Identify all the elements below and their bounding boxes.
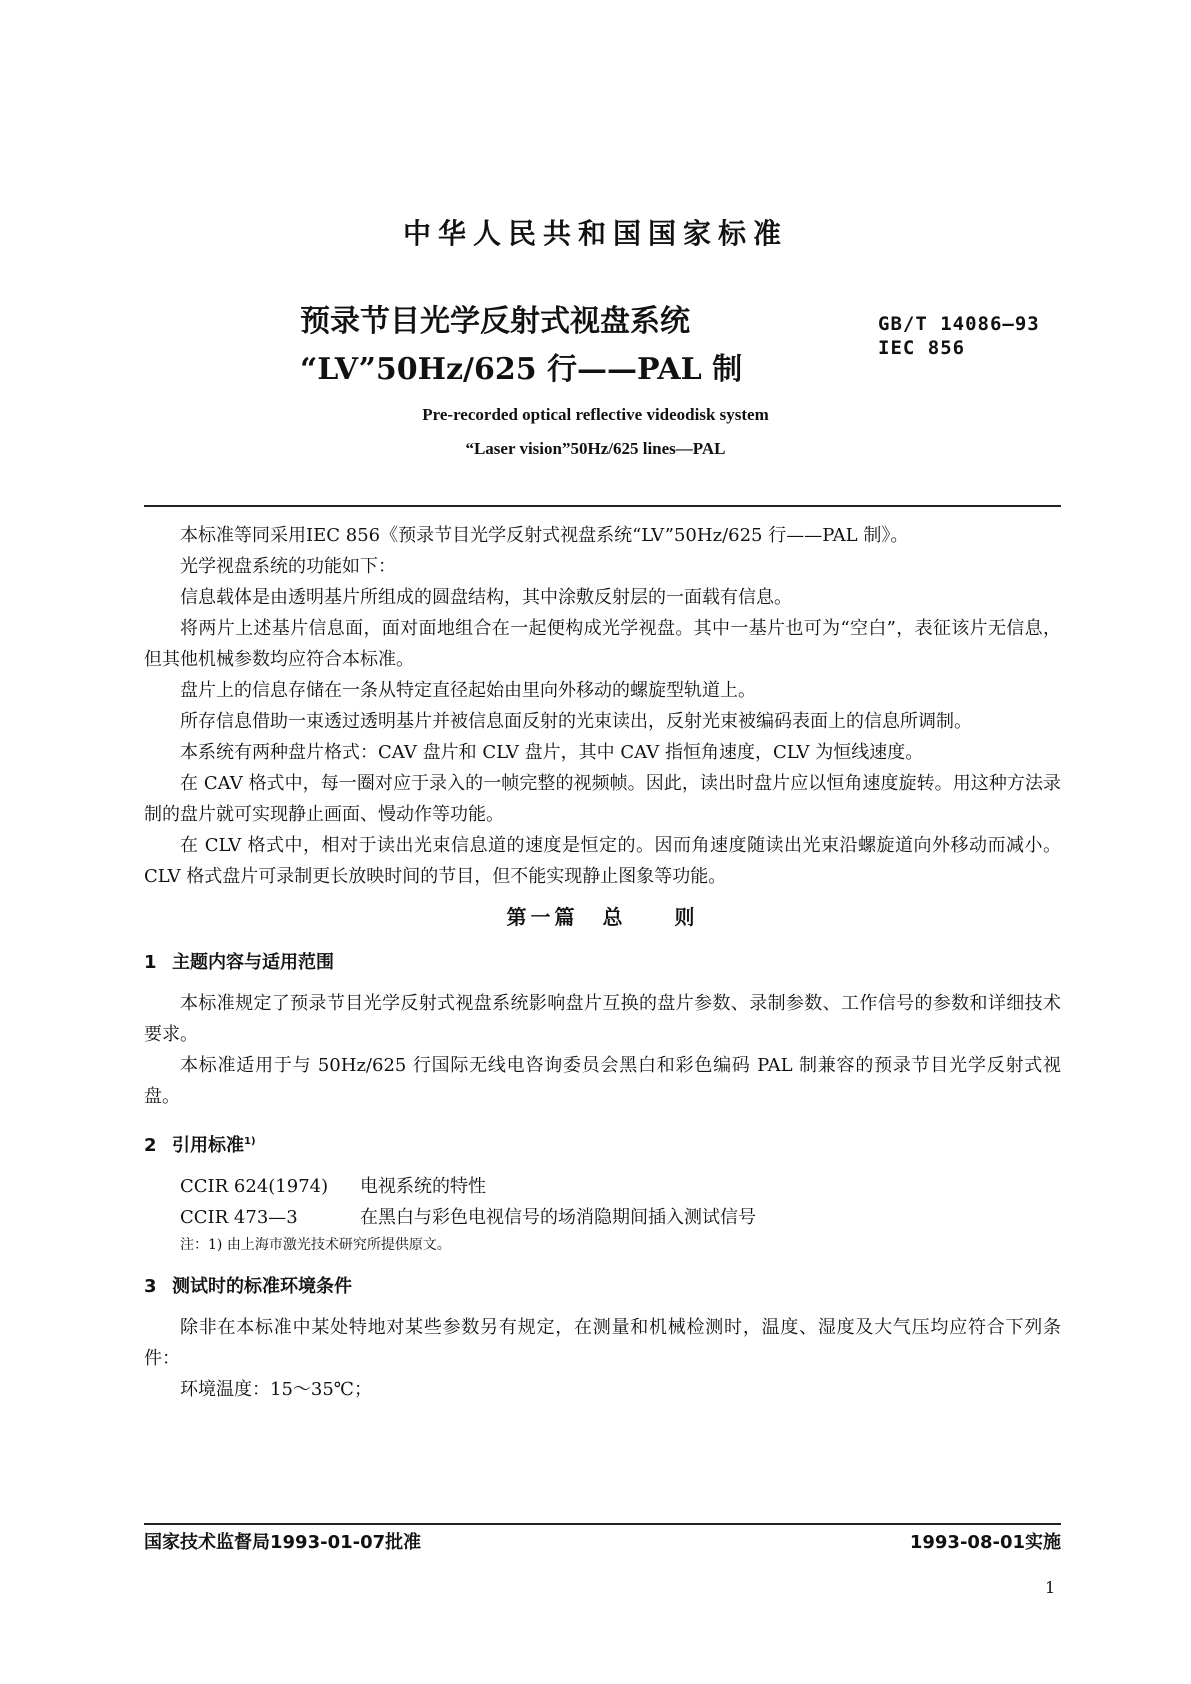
page-number: 1	[1045, 1578, 1056, 1597]
body-text	[144, 520, 1061, 1405]
iec-code: IEC 856	[878, 337, 966, 359]
english-title-line-2: “Laser vision”50Hz/625 lines—PAL	[465, 439, 726, 458]
reference-code: CCIR 473—3	[180, 1207, 298, 1228]
section-heading-3	[144, 1271, 1061, 1302]
section-number: 3	[144, 1276, 157, 1297]
section-1-paragraph: 本标准规定了预录节目光学反射式视盘系统影响盘片互换的盘片参数、录制参数、工作信号的参数和详细技术要求。	[144, 993, 1061, 1045]
section-title: 引用标准	[172, 1135, 244, 1156]
chinese-title-line-2: “LV”50Hz/625 行——PAL 制	[300, 352, 743, 387]
top-divider	[144, 505, 1061, 507]
intro-paragraph: 盘片上的信息存储在一条从特定直径起始由里向外移动的螺旋型轨道上。	[180, 680, 756, 701]
intro-paragraph: 光学视盘系统的功能如下：	[180, 556, 396, 577]
gb-code: GB/T 14086—93	[878, 313, 1040, 335]
intro-paragraph: 本系统有两种盘片格式：CAV 盘片和 CLV 盘片，其中 CAV 指恒角速度，CLV 为恒线速度。	[180, 742, 924, 763]
reference-title: 在黑白与彩色电视信号的场消隐期间插入测试信号	[360, 1207, 756, 1228]
section-title: 主题内容与适用范围	[172, 952, 334, 973]
reference-title: 电视系统的特性	[360, 1176, 486, 1197]
footnote: 注：1) 由上海市激光技术研究所提供原文。	[180, 1237, 451, 1253]
reference-item	[144, 1202, 1061, 1233]
section-heading-2	[144, 1126, 1061, 1161]
reference-code: CCIR 624(1974)	[180, 1176, 329, 1197]
footnote-mark: 1)	[244, 1136, 256, 1147]
chinese-title-line-1: 预录节目光学反射式视盘系统	[300, 304, 690, 339]
standard-code	[878, 312, 1040, 360]
reference-item	[144, 1171, 1061, 1202]
national-standard-header: 中华人民共和国国家标准	[402, 217, 788, 250]
implementation-date: 1993-08-01实施	[909, 1532, 1061, 1553]
part-title: 第一篇 总 则	[506, 905, 699, 929]
section-3-paragraph: 环境温度：15～35℃；	[180, 1379, 372, 1400]
section-3-paragraph: 除非在本标准中某处特地对某些参数另有规定，在测量和机械检测时，温度、湿度及大气压均应符合下列条件：	[144, 1317, 1061, 1369]
section-title: 测试时的标准环境条件	[172, 1276, 352, 1297]
section-number: 1	[144, 952, 157, 973]
chinese-title	[300, 298, 742, 394]
bottom-divider	[144, 1523, 1061, 1525]
intro-paragraph: 在 CAV 格式中，每一圈对应于录入的一帧完整的视频帧。因此，读出时盘片应以恒角速度旋转。用这种方法录制的盘片就可实现静止画面、慢动作等功能。	[144, 773, 1061, 825]
intro-paragraph: 将两片上述基片信息面，面对面地组合在一起便构成光学视盘。其中一基片也可为“空白”，表征该片无信息，但其他机械参数均应符合本标准。	[144, 618, 1061, 670]
section-heading-1	[144, 947, 1061, 978]
intro-paragraph: 所存信息借助一束透过透明基片并被信息面反射的光束读出，反射光束被编码表面上的信息所调制。	[180, 711, 972, 732]
english-title-line-1: Pre-recorded optical reflective videodisk system	[422, 405, 769, 424]
section-1-paragraph: 本标准适用于与 50Hz/625 行国际无线电咨询委员会黑白和彩色编码 PAL 制兼容的预录节目光学反射式视盘。	[144, 1055, 1061, 1107]
approval-line: 国家技术监督局1993-01-07批准	[144, 1532, 422, 1553]
english-title	[0, 398, 1191, 466]
intro-paragraph: 本标准等同采用IEC 856《预录节目光学反射式视盘系统“LV”50Hz/625 行——PAL 制》。	[180, 525, 909, 546]
section-number: 2	[144, 1135, 157, 1156]
intro-paragraph: 在 CLV 格式中，相对于读出光束信息道的速度是恒定的。因而角速度随读出光束沿螺旋道向外移动而减小。CLV 格式盘片可录制更长放映时间的节目，但不能实现静止图象等功能。	[144, 835, 1061, 887]
intro-paragraph: 信息载体是由透明基片所组成的圆盘结构，其中涂敷反射层的一面载有信息。	[180, 587, 792, 608]
